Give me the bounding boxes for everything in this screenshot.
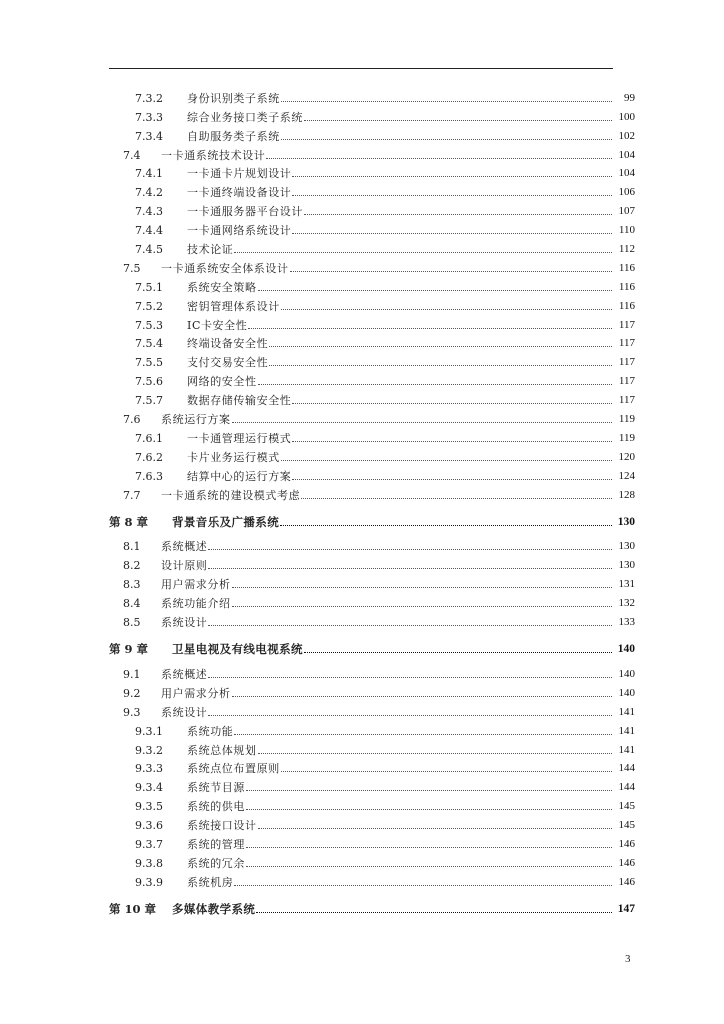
toc-entry-page: 133 — [618, 616, 635, 629]
toc-entry[interactable] — [109, 445, 635, 464]
toc-entry[interactable] — [109, 813, 635, 832]
toc-entry-title: 卫星电视及有线电视系统 — [172, 642, 303, 657]
toc-entry-page: 107 — [618, 205, 635, 218]
toc-entry-page: 147 — [617, 902, 635, 915]
toc-entry-number: 7.3.2 — [135, 91, 163, 105]
table-of-contents — [109, 86, 635, 922]
toc-entry-number: 7.3.3 — [135, 110, 163, 124]
toc-entry-number: 9.3 — [123, 705, 141, 719]
toc-entry[interactable] — [109, 681, 635, 700]
toc-entry-number: 9.3.5 — [135, 800, 163, 814]
toc-chapter-entry[interactable] — [109, 896, 635, 916]
dot-leader — [266, 158, 612, 159]
toc-entry-number: 第 8 章 — [109, 514, 149, 529]
header-rule — [109, 68, 613, 69]
toc-entry-page: 128 — [618, 488, 635, 501]
dot-leader — [258, 753, 612, 754]
toc-entry-page: 145 — [618, 800, 635, 813]
toc-entry-number: 7.5.5 — [135, 356, 163, 370]
dot-leader — [292, 403, 612, 404]
toc-entry-title: 系统功能介绍 — [161, 597, 231, 611]
toc-entry-title: 系统概述 — [161, 540, 208, 554]
toc-entry-number: 9.3.8 — [135, 856, 163, 870]
dot-leader — [248, 328, 612, 329]
toc-entry[interactable] — [109, 256, 635, 275]
page-number: 3 — [625, 953, 631, 965]
toc-entry-title: 设计原则 — [161, 559, 208, 573]
toc-entry-page: 116 — [618, 299, 635, 312]
toc-entry-number: 9.2 — [123, 686, 141, 700]
toc-entry[interactable] — [109, 407, 635, 426]
dot-leader — [280, 525, 612, 526]
toc-entry-title: IC卡安全性 — [187, 318, 248, 332]
toc-entry-page: 104 — [618, 167, 635, 180]
toc-entry-page: 116 — [618, 261, 635, 274]
dot-leader — [208, 625, 612, 626]
toc-entry-title: 系统概述 — [161, 667, 208, 681]
toc-entry[interactable] — [109, 275, 635, 294]
toc-entry[interactable] — [109, 162, 635, 181]
toc-entry-title: 一卡通终端设备设计 — [187, 186, 292, 200]
toc-entry-page: 117 — [618, 318, 635, 331]
toc-entry[interactable] — [109, 105, 635, 124]
toc-entry[interactable] — [109, 851, 635, 870]
dot-leader — [292, 441, 612, 442]
toc-entry-number: 第 9 章 — [109, 642, 149, 657]
dot-leader — [208, 715, 612, 716]
toc-entry-title: 一卡通服务器平台设计 — [187, 205, 303, 219]
toc-entry-page: 124 — [618, 469, 635, 482]
toc-entry[interactable] — [109, 757, 635, 776]
toc-entry-page: 130 — [618, 540, 635, 553]
dot-leader — [246, 790, 612, 791]
toc-entry-title: 系统的管理 — [187, 837, 245, 851]
dot-leader — [246, 866, 612, 867]
toc-entry-page: 130 — [617, 515, 635, 528]
toc-entry-number: 7.6.1 — [135, 431, 163, 445]
toc-entry-page: 116 — [618, 280, 635, 293]
dot-leader — [234, 734, 612, 735]
dot-leader — [281, 101, 612, 102]
dot-leader — [281, 460, 612, 461]
toc-entry-title: 用户需求分析 — [161, 578, 231, 592]
toc-entry-number: 8.5 — [123, 616, 141, 630]
dot-leader — [269, 365, 612, 366]
toc-entry-title: 一卡通系统安全体系设计 — [161, 261, 289, 275]
toc-entry-number: 7.5.2 — [135, 299, 163, 313]
toc-entry-number: 7.3.4 — [135, 129, 163, 143]
toc-entry-title: 一卡通网络系统设计 — [187, 224, 292, 238]
toc-entry-page: 141 — [618, 724, 635, 737]
toc-entry-title: 卡片业务运行模式 — [187, 450, 280, 464]
dot-leader — [208, 568, 612, 569]
toc-entry-title: 身份识别类子系统 — [187, 91, 280, 105]
toc-entry-number: 9.3.6 — [135, 819, 163, 833]
toc-entry[interactable] — [109, 426, 635, 445]
toc-entry-title: 系统安全策略 — [187, 280, 257, 294]
dot-leader — [208, 677, 612, 678]
toc-entry[interactable] — [109, 483, 635, 502]
toc-entry-page: 146 — [618, 875, 635, 888]
toc-entry-title: 系统接口设计 — [187, 819, 257, 833]
toc-entry-number: 7.5.6 — [135, 375, 163, 389]
toc-entry-number: 7.6.3 — [135, 469, 163, 483]
toc-entry-page: 140 — [618, 686, 635, 699]
toc-entry-page: 99 — [624, 91, 635, 104]
toc-entry[interactable] — [109, 553, 635, 572]
toc-entry-number: 9.3.9 — [135, 875, 163, 889]
toc-entry-title: 一卡通管理运行模式 — [187, 431, 292, 445]
dot-leader — [234, 885, 612, 886]
toc-entry-number: 第 10 章 — [109, 901, 157, 916]
toc-entry-number: 7.6.2 — [135, 450, 163, 464]
toc-entry[interactable] — [109, 143, 635, 162]
toc-entry[interactable] — [109, 662, 635, 681]
toc-entry-title: 系统机房 — [187, 875, 234, 889]
toc-entry[interactable] — [109, 870, 635, 889]
toc-entry-number: 7.4.1 — [135, 167, 163, 181]
dot-leader — [290, 271, 612, 272]
toc-entry-number: 8.4 — [123, 597, 141, 611]
toc-entry-title: 系统的供电 — [187, 800, 245, 814]
toc-entry-number: 7.5.4 — [135, 337, 163, 351]
toc-entry-title: 系统总体规划 — [187, 743, 257, 757]
toc-entry[interactable] — [109, 700, 635, 719]
toc-entry-number: 7.5 — [123, 261, 141, 275]
toc-entry[interactable] — [109, 388, 635, 407]
toc-entry-number: 7.4.3 — [135, 205, 163, 219]
toc-entry[interactable] — [109, 124, 635, 143]
toc-entry-page: 119 — [618, 431, 635, 444]
toc-entry[interactable] — [109, 86, 635, 105]
dot-leader — [258, 384, 612, 385]
toc-entry-page: 146 — [618, 837, 635, 850]
toc-entry-title: 数据存储传输安全性 — [187, 394, 292, 408]
toc-entry-page: 144 — [618, 762, 635, 775]
toc-entry-page: 131 — [618, 578, 635, 591]
toc-entry-page: 146 — [618, 856, 635, 869]
toc-entry-page: 104 — [618, 148, 635, 161]
toc-entry[interactable] — [109, 369, 635, 388]
toc-entry[interactable] — [109, 610, 635, 629]
toc-entry-title: 自助服务类子系统 — [187, 129, 280, 143]
dot-leader — [292, 195, 612, 196]
toc-entry-title: 一卡通系统的建设模式考虑 — [161, 488, 301, 502]
toc-entry-title: 系统的冗余 — [187, 856, 245, 870]
toc-entry-page: 102 — [618, 129, 635, 142]
toc-entry-title: 结算中心的运行方案 — [187, 469, 292, 483]
toc-entry-page: 100 — [618, 110, 635, 123]
toc-entry-title: 用户需求分析 — [161, 686, 231, 700]
dot-leader — [232, 422, 612, 423]
toc-entry-page: 144 — [618, 781, 635, 794]
toc-entry[interactable] — [109, 199, 635, 218]
dot-leader — [208, 549, 612, 550]
toc-entry-page: 145 — [618, 819, 635, 832]
toc-entry-number: 8.2 — [123, 559, 141, 573]
dot-leader — [246, 809, 612, 810]
toc-entry-page: 117 — [618, 356, 635, 369]
dot-leader — [281, 309, 612, 310]
dot-leader — [256, 912, 612, 913]
dot-leader — [269, 346, 612, 347]
toc-entry-number: 8.3 — [123, 578, 141, 592]
toc-entry[interactable] — [109, 237, 635, 256]
dot-leader — [246, 847, 612, 848]
toc-entry-number: 9.3.3 — [135, 762, 163, 776]
toc-entry[interactable] — [109, 832, 635, 851]
toc-entry-number: 7.4.4 — [135, 224, 163, 238]
toc-entry[interactable] — [109, 794, 635, 813]
toc-entry[interactable] — [109, 572, 635, 591]
toc-entry-page: 119 — [618, 413, 635, 426]
toc-chapter-entry[interactable] — [109, 509, 635, 529]
toc-entry-number: 7.4 — [123, 148, 141, 162]
toc-entry-page: 120 — [618, 450, 635, 463]
toc-entry-title: 网络的安全性 — [187, 375, 257, 389]
toc-entry-page: 117 — [618, 394, 635, 407]
toc-entry-number: 9.3.2 — [135, 743, 163, 757]
toc-entry-title: 系统运行方案 — [161, 413, 231, 427]
toc-entry-title: 系统设计 — [161, 705, 208, 719]
toc-entry-title: 一卡通卡片规划设计 — [187, 167, 292, 181]
toc-entry-page: 130 — [618, 559, 635, 572]
toc-entry-number: 7.6 — [123, 413, 141, 427]
toc-entry[interactable] — [109, 719, 635, 738]
toc-entry-title: 一卡通系统技术设计 — [161, 148, 266, 162]
dot-leader — [281, 139, 612, 140]
toc-chapter-entry[interactable] — [109, 636, 635, 656]
toc-entry-page: 141 — [618, 705, 635, 718]
toc-entry[interactable] — [109, 535, 635, 554]
toc-entry-number: 7.5.1 — [135, 280, 163, 294]
toc-entry-number: 9.1 — [123, 667, 141, 681]
dot-leader — [232, 587, 612, 588]
toc-entry-title: 系统节目源 — [187, 781, 245, 795]
toc-entry-title: 系统设计 — [161, 616, 208, 630]
toc-entry-number: 9.3.1 — [135, 724, 163, 738]
dot-leader — [304, 652, 612, 653]
toc-entry-number: 9.3.4 — [135, 781, 163, 795]
dot-leader — [232, 606, 612, 607]
toc-entry-number: 7.7 — [123, 488, 141, 502]
dot-leader — [292, 176, 612, 177]
toc-entry[interactable] — [109, 350, 635, 369]
toc-entry[interactable] — [109, 218, 635, 237]
toc-entry[interactable] — [109, 775, 635, 794]
dot-leader — [281, 771, 612, 772]
toc-entry[interactable] — [109, 591, 635, 610]
toc-entry-page: 106 — [618, 186, 635, 199]
toc-entry-number: 7.5.7 — [135, 394, 163, 408]
toc-entry-page: 140 — [618, 667, 635, 680]
toc-entry[interactable] — [109, 313, 635, 332]
dot-leader — [258, 290, 612, 291]
toc-entry-page: 117 — [618, 375, 635, 388]
dot-leader — [292, 479, 612, 480]
dot-leader — [232, 696, 612, 697]
toc-entry-page: 132 — [618, 597, 635, 610]
toc-entry-number: 9.3.7 — [135, 837, 163, 851]
toc-entry-title: 综合业务接口类子系统 — [187, 110, 303, 124]
toc-entry-title: 支付交易安全性 — [187, 356, 269, 370]
toc-entry-title: 密钥管理体系设计 — [187, 299, 280, 313]
dot-leader — [292, 233, 612, 234]
toc-entry-title: 技术论证 — [187, 243, 234, 257]
toc-entry-page: 110 — [618, 224, 635, 237]
dot-leader — [304, 214, 612, 215]
toc-entry[interactable] — [109, 332, 635, 351]
toc-entry-title: 背景音乐及广播系统 — [172, 514, 280, 529]
toc-entry-title: 多媒体教学系统 — [172, 901, 256, 916]
toc-entry[interactable] — [109, 294, 635, 313]
toc-entry-title: 系统点位布置原则 — [187, 762, 280, 776]
toc-entry-page: 140 — [617, 643, 635, 656]
toc-entry-number: 7.5.3 — [135, 318, 163, 332]
toc-entry-page: 117 — [618, 337, 635, 350]
toc-entry-number: 7.4.5 — [135, 243, 163, 257]
toc-entry-page: 112 — [618, 243, 635, 256]
toc-entry-page: 141 — [618, 743, 635, 756]
toc-entry[interactable] — [109, 180, 635, 199]
toc-entry[interactable] — [109, 464, 635, 483]
dot-leader — [234, 252, 612, 253]
toc-entry-number: 8.1 — [123, 540, 141, 554]
dot-leader — [301, 498, 612, 499]
toc-entry[interactable] — [109, 738, 635, 757]
toc-entry-title: 终端设备安全性 — [187, 337, 269, 351]
toc-entry-number: 7.4.2 — [135, 186, 163, 200]
toc-entry-title: 系统功能 — [187, 724, 234, 738]
dot-leader — [258, 828, 612, 829]
dot-leader — [304, 120, 612, 121]
